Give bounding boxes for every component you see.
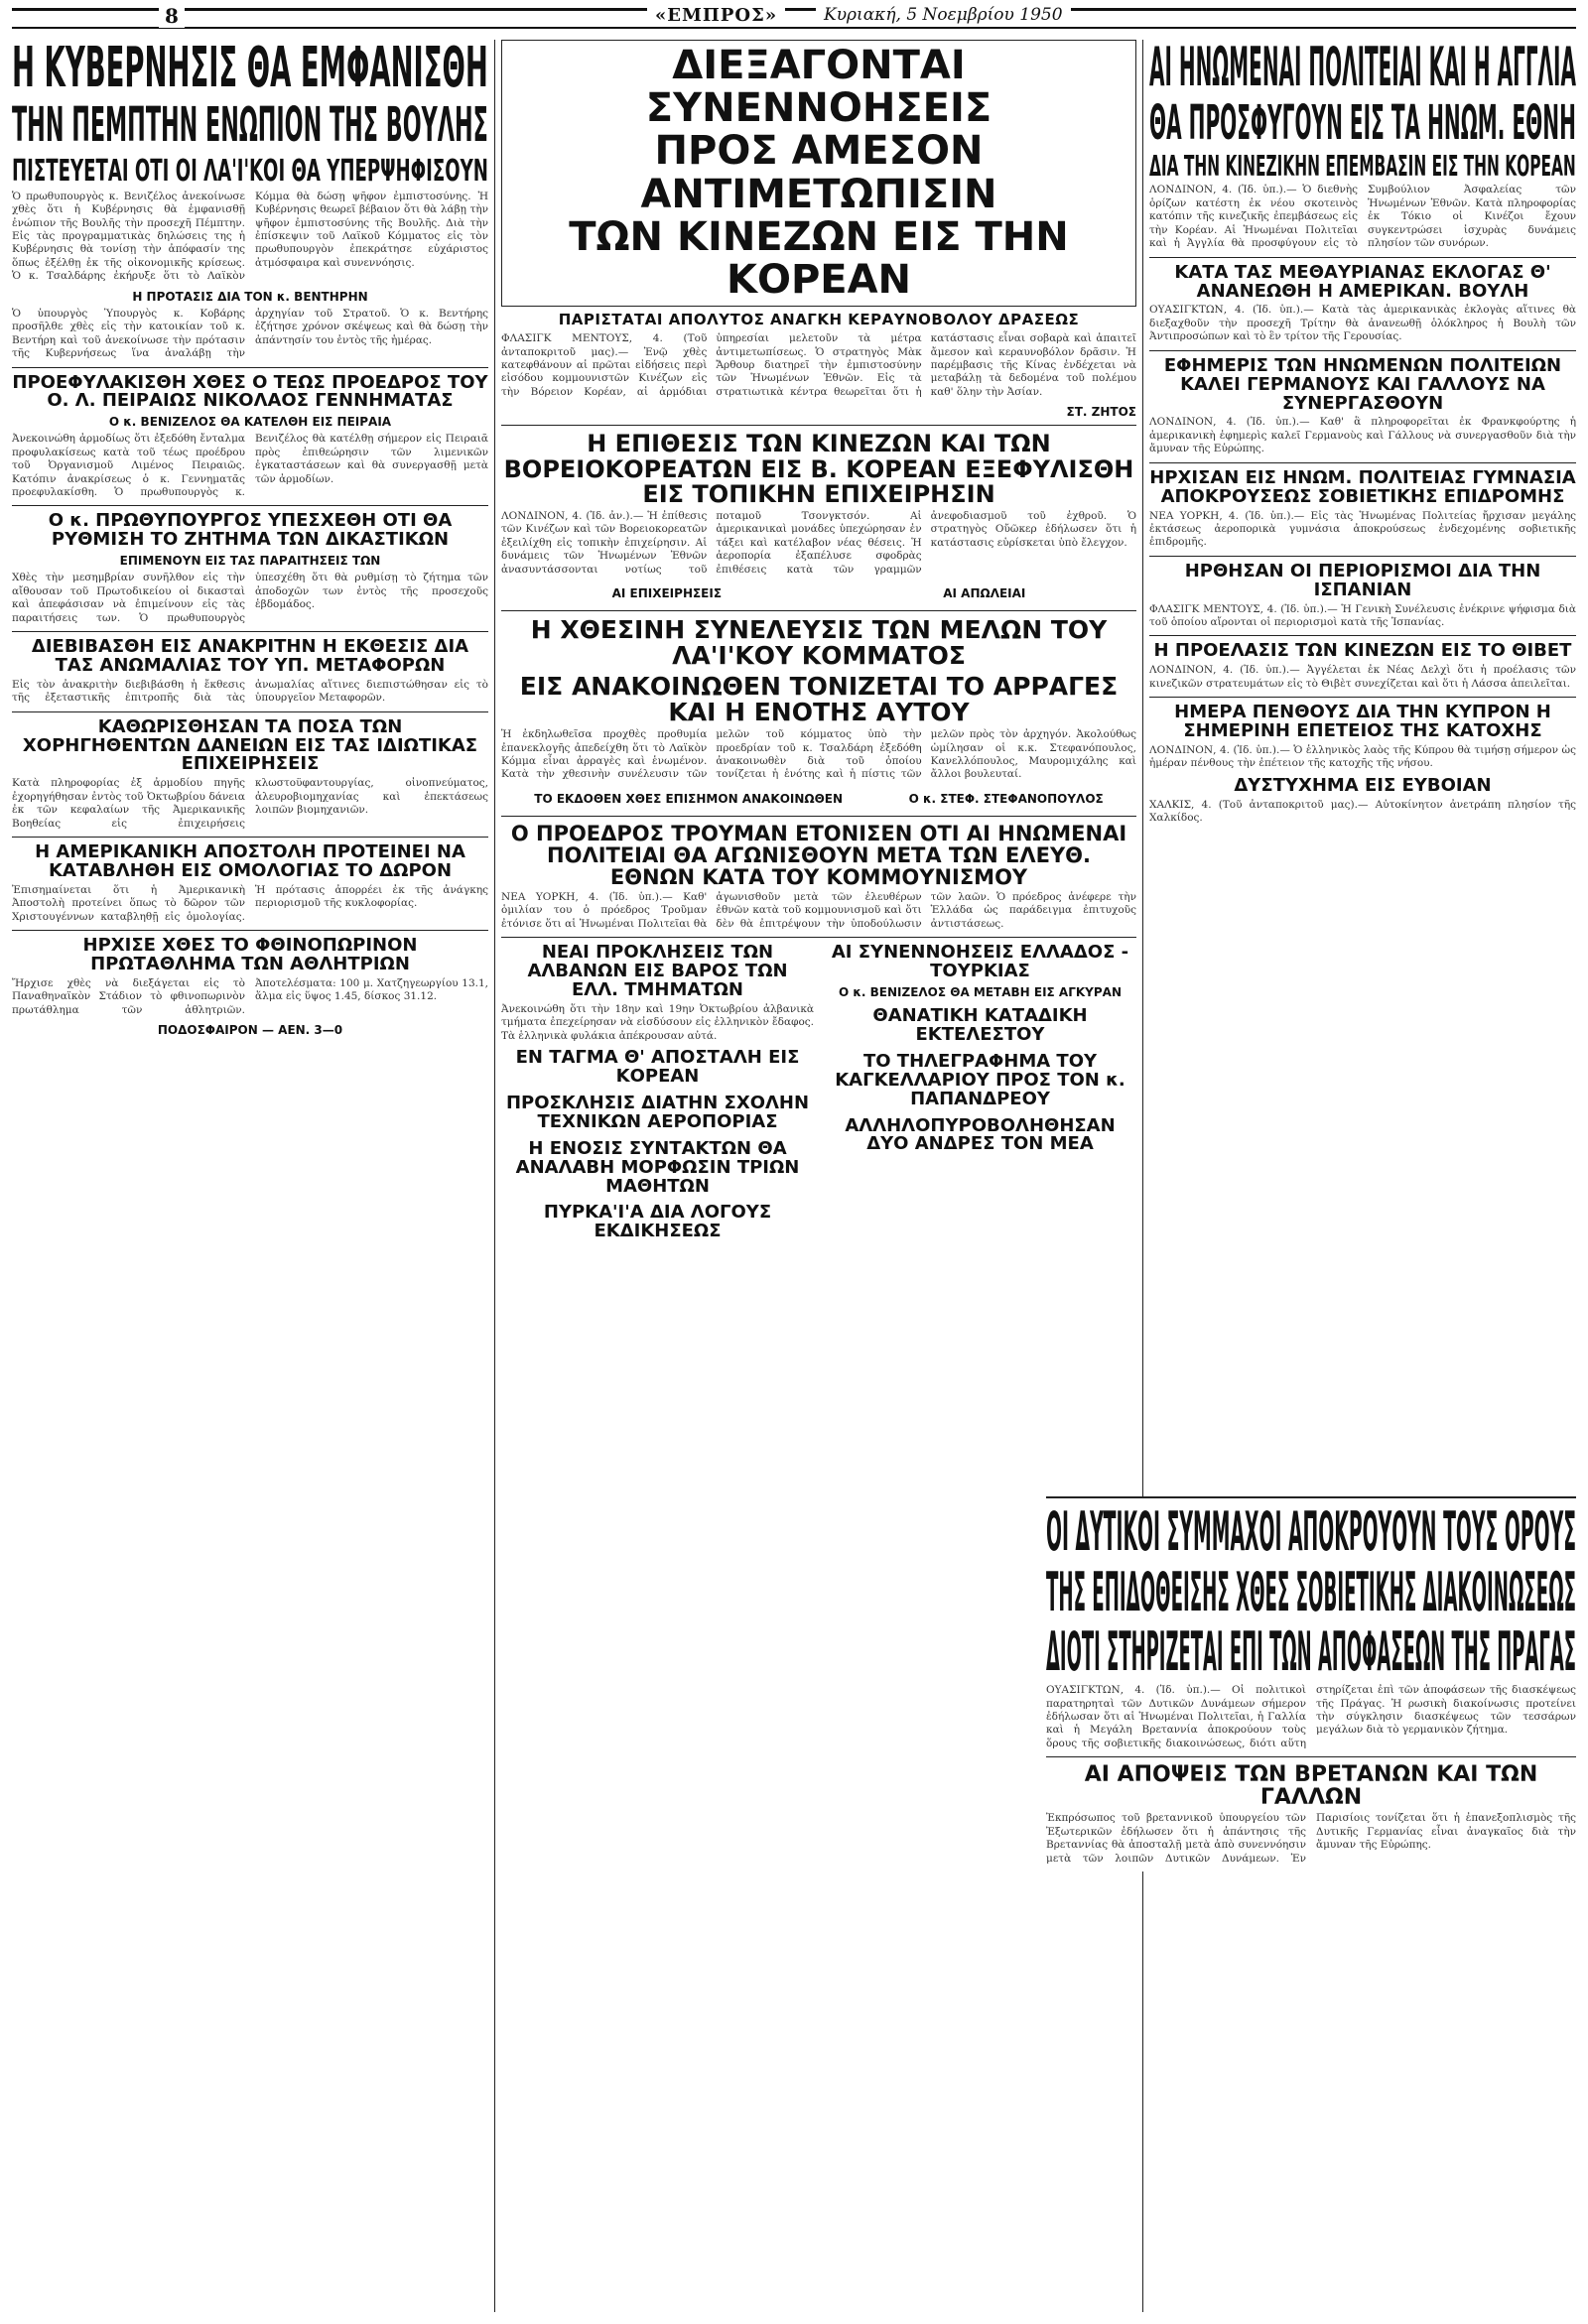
headline-government-line2: ΤΗΝ ΠΕΜΠΤΗΝ ΕΝΩΠΙΟΝ ΤΗΣ ΒΟΥΛΗΣ bbox=[12, 97, 488, 151]
article-judges: Χθὲς τὴν μεσημβρίαν συνῆλθον εἰς τὴν αἴθουσαν τοῦ Πρωτοδικείου οἱ δικασταὶ καὶ ἀπεφάσισαν νὰ ἐπιμείνουν εἰς τὰς παραιτήσεις των. Ὁ πρωθυπουργὸς ὑπεσχέθη ὅτι θὰ ρυθμίσῃ τὸ ζήτημα τῶν ἀποδοχῶν των ἐντὸς τῆς προσεχοῦς ἑβδομάδος. bbox=[12, 572, 488, 624]
divider bbox=[12, 505, 488, 506]
article-cyprus: ΛΟΝΔΙΝΟΝ, 4. (Ἰδ. ὑπ.).— Ὁ ἑλληνικὸς λαὸς τῆς Κύπρου θὰ τιμήσῃ σήμερον ὡς ἡμέραν πένθους τὴν ἐπέτειον τῆς κατοχῆς τῆς νήσου. bbox=[1149, 744, 1576, 770]
headline-government: Η ΚΥΒΕΡΝΗΣΙΣ ΘΑ ΕΜΦΑΝΙΣΘΗ bbox=[12, 40, 488, 98]
divider bbox=[12, 837, 488, 838]
headline-spain: ΗΡΘΗΣΑΝ ΟΙ ΠΕΡΙΟΡΙΣΜΟΙ ΔΙΑ ΤΗΝ ΙΣΠΑΝΙΑΝ bbox=[1184, 560, 1541, 600]
headline-albanians: ΝΕΑΙ ΠΡΟΚΛΗΣΕΙΣ ΤΩΝ ΑΛΒΑΝΩΝ ΕΙΣ ΒΑΡΟΣ ΤΩΝ ΕΛΛ. ΤΜΗΜΑΤΩΝ bbox=[527, 942, 788, 1001]
article-popular-party: Ἡ ἐκδηλωθεῖσα προχθὲς προθυμία ἐπανεκλογῆς ἀπεδείχθη ὅτι τὸ Λαϊκὸν Κόμμα εἶναι ἀρραγὲς καὶ ἑνωμένον. Κατὰ τὴν χθεσινὴν συνέλευσιν τῶν μελῶν τοῦ κόμματος ὑπὸ τὴν προεδρίαν τοῦ κ. Τσαλδάρη ἐξεδόθη ἀνακοινωθὲν διὰ τοῦ ὁποίου τονίζεται ἡ ἑνότης καὶ ἡ πίστις τῶν μελῶν πρὸς τὸν ἀρχηγόν. Ἀκολούθως ὡμίλησαν οἱ κ.κ. Στεφανόπουλος, Κανελλόπουλος, Μαυρομιχάλης καὶ ἄλλοι βουλευταί. bbox=[501, 728, 1136, 781]
divider bbox=[12, 631, 488, 632]
masthead bbox=[12, 6, 1576, 32]
divider bbox=[1149, 556, 1576, 557]
divider bbox=[12, 367, 488, 368]
column-rule bbox=[494, 40, 495, 2312]
headline-chancellor: ΤΟ ΤΗΛΕΓΡΑΦΗΜΑ ΤΟΥ ΚΑΓΚΕΛΛΑΡΙΟΥ ΠΡΟΣ ΤΟΝ κ. ΠΑΠΑΝΔΡΕΟΥ bbox=[835, 1050, 1125, 1109]
headline-western-allies: ΟΙ ΔΥΤΙΚΟΙ ΣΥΜΜΑΧΟΙ ΑΠΟΚΡΟΥΟΥΝ ΤΟΥΣ ΟΡΟΥΣ bbox=[1046, 1504, 1576, 1561]
headline-popular-party-line2: ΕΙΣ ΑΝΑΚΟΙΝΩΘΕΝ ΤΟΝΙΖΕΤΑΙ ΤΟ ΑΡΡΑΓΕΣ ΚΑΙ Η ΕΝΟΤΗΣ ΑΥΤΟΥ bbox=[519, 671, 1119, 726]
headline-cyprus: ΗΜΕΡΑ ΠΕΝΘΟΥΣ ΔΙΑ ΤΗΝ ΚΥΠΡΟΝ Η ΣΗΜΕΡΙΝΗ ΕΠΕΤΕΙΟΣ ΤΗΣ ΚΑΤΟΧΗΣ bbox=[1174, 702, 1551, 742]
column-left bbox=[12, 40, 488, 1041]
main-banner bbox=[501, 40, 1136, 307]
headline-popular-party: Η ΧΘΕΣΙΝΗ ΣΥΝΕΛΕΥΣΙΣ ΤΩΝ ΜΕΛΩΝ ΤΟΥ ΛΑ'Ι'ΚΟΥ ΚΟΜΜΑΤΟΣ bbox=[530, 615, 1108, 671]
headline-us-uk-line2: ΘΑ ΠΡΟΣΦΥΓΟΥΝ ΕΙΣ ΤΑ ΗΝΩΜ. ΕΘΝΗ bbox=[1149, 95, 1576, 149]
headline-arson: ΠΥΡΚΑ'Ι'Α ΔΙΑ ΛΟΓΟΥΣ ΕΚΔΙΚΗΣΕΩΣ bbox=[543, 1202, 772, 1242]
headline-gennimatas: ΠΡΟΕΦΥΛΑΚΙΣΘΗ ΧΘΕΣ Ο ΤΕΩΣ ΠΡΟΕΔΡΟΣ ΤΟΥ Ο. Λ. ΠΕΙΡΑΙΩΣ ΝΙΚΟΛΑΟΣ ΓΕΝΝΗΜΑΤΑΣ bbox=[12, 371, 488, 412]
article-ventiris: Ὁ ὑπουργὸς Ὑπουργὸς κ. Κοβάρης προσῆλθε χθὲς εἰς τὴν κατοικίαν τοῦ κ. Βεντήρη καὶ τοῦ ἀνεκοίνωσε τὴν πρότασιν τῆς Κυβερνήσεως ἵνα ἀναλάβῃ τὴν ἀρχηγίαν τοῦ Στρατοῦ. Ὁ κ. Βεντήρης ἐζήτησε χρόνον σκέψεως καὶ θὰ δώσῃ τὴν ἀπάντησίν του ἐντὸς τῆς ἡμέρας. bbox=[12, 307, 488, 360]
newspaper-name: «ΕΜΠΡΟΣ» bbox=[647, 5, 785, 26]
column-center bbox=[501, 40, 1136, 1241]
article-western-allies: ΟΥΑΣΙΓΚΤΩΝ, 4. (Ἰδ. ὑπ.).— Οἱ πολιτικοὶ παρατηρηταὶ τῶν Δυτικῶν Δυνάμεων σήμερον ἐδήλωσαν ὅτι αἱ Ἡνωμέναι Πολιτεῖαι, ἡ Γαλλία καὶ ἡ Μεγάλη Βρεταννία ἀποκρούουν τοὺς ὅρους τῆς σοβιετικῆς διακοινώσεως, διότι αὕτη στηρίζεται ἐπὶ τῶν ἀποφάσεων τῆς διασκέψεως τῆς Πράγας. Ἡ ρωσικὴ διακοίνωσις προτείνει τὴν σύγκλησιν διασκέψεως τῶν τεσσάρων μεγάλων διὰ τὸ γερμανικὸν ζήτημα. bbox=[1046, 1684, 1576, 1749]
divider bbox=[501, 425, 1136, 426]
page-number: 8 bbox=[159, 4, 185, 28]
headline-greece-turkey: ΑΙ ΣΥΝΕΝΝΟΗΣΕΙΣ ΕΛΛΑΔΟΣ - ΤΟΥΡΚΙΑΣ bbox=[831, 942, 1129, 982]
headline-truman: Ο ΠΡΟΕΔΡΟΣ ΤΡΟΥΜΑΝ ΕΤΟΝΙΣΕΝ ΟΤΙ ΑΙ ΗΝΩΜΕΝΑΙ ΠΟΛΙΤΕΙΑΙ ΘΑ ΑΓΩΝΙΣΘΟΥΝ ΜΕΤΑ ΤΩΝ ΕΛΕΥΘ. ΕΘΝΩΝ ΚΑΤΑ ΤΟΥ ΚΟΜΜΟΥΝΙΣΜΟΥ bbox=[510, 821, 1127, 889]
subhead-ventiris: Η ΠΡΟΤΑΣΙΣ ΔΙΑ ΤΟΝ κ. ΒΕΝΤΗΡΗΝ bbox=[132, 289, 368, 304]
headline-death-sentence: ΘΑΝΑΤΙΚΗ ΚΑΤΑΔΙΚΗ ΕΚΤΕΛΕΣΤΟΥ bbox=[872, 1005, 1088, 1045]
article-athletics: Ἤρχισε χθὲς νὰ διεξάγεται εἰς τὸ Παναθηναϊκὸν Στάδιον τὸ φθινοπωρινὸν πρωτάθλημα τῶν ἀθλητριῶν. Ἀποτελέσματα: 100 μ. Χατζηγεωργίου 13.1, ἅλμα εἰς ὕψος 1.45, δίσκος 31.12. bbox=[12, 976, 488, 1016]
article-spain: ΦΛΑΣΙΓΚ ΜΕΝΤΟΥΣ, 4. (Ἰδ. ὑπ.).— Ἡ Γενικὴ Συνέλευσις ἐνέκρινε ψήφισμα διὰ τοῦ ὁποίου αἴρονται οἱ περιορισμοὶ κατὰ τῆς Ἱσπανίας. bbox=[1149, 602, 1576, 629]
masthead-rule-top bbox=[12, 8, 1576, 11]
headline-us-uk-sub: ΔΙΑ ΤΗΝ ΚΙΝΕΖΙΚΗΝ ΕΠΕΜΒΑΣΙΝ ΕΙΣ ΤΗΝ ΚΟΡΕΑΝ bbox=[1149, 150, 1576, 182]
article-us-elections: ΟΥΑΣΙΓΚΤΩΝ, 4. (Ἰδ. ὑπ.).— Κατὰ τὰς ἀμερικανικὰς ἐκλογὰς αἵτινες θὰ διεξαχθοῦν τὴν προσεχῆ Τρίτην θὰ ἀνανεωθῇ ὁλόκληρος ἡ Βουλὴ τῶν Ἀντιπροσώπων καὶ τὸ ἓν τρίτον τῆς Γερουσίας. bbox=[1149, 304, 1576, 343]
masthead-rule-bottom bbox=[12, 27, 1576, 29]
main-headline-line1: ΔΙΕΞΑΓΟΝΤΑΙ ΣΥΝΕΝΝΟΗΣΕΙΣ bbox=[645, 43, 992, 132]
divider bbox=[1149, 257, 1576, 258]
bottom-banner-block bbox=[1046, 1496, 1576, 1872]
article-german-french: ΛΟΝΔΙΝΟΝ, 4. (Ἰδ. ὑπ.).— Καθ' ἃ πληροφορεῖται ἐκ Φρανκφούρτης ἡ ἀμερικανικὴ ἐφημερὶς καλεῖ Γερμανοὺς καὶ Γάλλους νὰ συνεργασθοῦν διὰ τὴν ἄμυναν τῆς Εὐρώπης. bbox=[1149, 416, 1576, 455]
main-headline-line3: ΤΩΝ ΚΙΝΕΖΩΝ ΕΙΣ ΤΗΝ ΚΟΡΕΑΝ bbox=[569, 213, 1069, 303]
subhead-operations: ΑΙ ΕΠΙΧΕΙΡΗΣΕΙΣ bbox=[611, 586, 723, 601]
center-lower-grid bbox=[501, 944, 1136, 1241]
headline-loans: ΚΑΘΩΡΙΣΘΗΣΑΝ ΤΑ ΠΟΣΑ ΤΩΝ ΧΟΡΗΓΗΘΕΝΤΩΝ ΔΑΝΕΙΩΝ ΕΙΣ ΤΑΣ ΙΔΙΩΤΙΚΑΣ ΕΠΙΧΕΙΡΗΣΕΙΣ bbox=[22, 715, 478, 775]
headline-athletics: ΗΡΧΙΣΕ ΧΘΕΣ ΤΟ ΦΘΙΝΟΠΩΡΙΝΟΝ ΠΡΩΤΑΘΛΗΜΑ ΤΩΝ ΑΘΛΗΤΡΙΩΝ bbox=[82, 935, 418, 975]
divider bbox=[1149, 635, 1576, 636]
main-headline-line2: ΠΡΟΣ ΑΜΕΣΟΝ ΑΝΤΙΜΕΤΩΠΙΣΙΝ bbox=[640, 128, 997, 217]
divider bbox=[501, 816, 1136, 817]
article-truman: ΝΕΑ ΥΟΡΚΗ, 4. (Ἰδ. ὑπ.).— Καθ' ὁμιλίαν του ὁ πρόεδρος Τροῦμαν ἐτόνισε ὅτι αἱ Ἡνωμέναι Πολιτεῖαι θὰ ἀγωνισθοῦν μετὰ τῶν ἐλευθέρων ἐθνῶν κατὰ τοῦ κομμουνισμοῦ καὶ ὅτι δὲν θὰ ἐπιτρέψουν τὴν ὑποδούλωσιν τῶν λαῶν. Ὁ πρόεδρος ἀνέφερε τὴν Ἑλλάδα ὡς παράδειγμα ἐπιτυχοῦς ἀντιστάσεως. bbox=[501, 890, 1136, 930]
headline-shooting: ΑΛΛΗΛΟΠΥΡΟΒΟΛΗΘΗΣΑΝ ΔΥΟ ΑΝΔΡΕΣ ΤΟΝ ΜΕΑ bbox=[845, 1114, 1116, 1155]
headline-us-elections: ΚΑΤΑ ΤΑΣ ΜΕΘΑΥΡΙΑΝΑΣ ΕΚΛΟΓΑΣ Θ' ΑΝΑΝΕΩΘΗ Η ΑΜΕΡΙΚΑΝ. ΒΟΥΛΗ bbox=[1174, 261, 1551, 302]
headline-judges: Ο κ. ΠΡΩΘΥΠΟΥΡΓΟΣ ΥΠΕΣΧΕΘΗ ΟΤΙ ΘΑ ΡΥΘΜΙΣΗ ΤΟ ΖΗΤΗΜΑ ΤΩΝ ΔΙΚΑΣΤΙΚΩΝ bbox=[48, 510, 453, 551]
subhead-resignations: ΕΠΙΜΕΝΟΥΝ ΕΙΣ ΤΑΣ ΠΑΡΑΙΤΗΣΕΙΣ ΤΩΝ bbox=[119, 554, 381, 569]
article-gennimatas: Ἀνεκοινώθη ἀρμοδίως ὅτι ἐξεδόθη ἔνταλμα προφυλακίσεως κατὰ τοῦ τέως προέδρου τοῦ Ὀργανισμοῦ Λιμένος Πειραιῶς. Κατόπιν ἀνακρίσεως ὁ κ. Γεννηματᾶς προεφυλακίσθη. Ὁ πρωθυπουργὸς κ. Βενιζέλος θὰ κατέλθῃ σήμερον εἰς Πειραιᾶ πρὸς ἐπιθεώρησιν τῶν λιμενικῶν ἐγκαταστάσεων καὶ θὰ συνεργασθῇ μετὰ τῶν ἀρμοδίων. bbox=[12, 433, 488, 499]
subhead-ankara: Ο κ. ΒΕΝΙΖΕΛΟΣ ΘΑ ΜΕΤΑΒΗ ΕΙΣ ΑΓΚΥΡΑΝ bbox=[839, 985, 1122, 1000]
article-albanians: Ἀνεκοινώθη ὅτι τὴν 18ην καὶ 19ην Ὀκτωβρίου ἀλβανικὰ τμήματα ἐπεχείρησαν νὰ εἰσδύσουν εἰς ἑλληνικὸν ἔδαφος. Τὰ ἑλληνικὰ φυλάκια ἀπέκρουσαν αὐτά. bbox=[501, 1002, 814, 1042]
article-korea-lead: ΦΛΑΣΙΓΚ ΜΕΝΤΟΥΣ, 4. (Τοῦ ἀνταποκριτοῦ μας).— Ἐνῷ χθὲς κατεφθάνουν αἱ πρῶται εἰδήσεις περὶ εἰσόδου κομμουνιστῶν Κινέζων εἰς τὴν Βόρειον Κορέαν, αἱ ἀρμόδιαι ὑπηρεσίαι μελετοῦν τὰ μέτρα ἀντιμετωπίσεως. Ὁ στρατηγὸς Μὰκ Ἄρθουρ διατηρεῖ τὴν ἐμπιστοσύνην τῶν Ἡνωμένων Ἐθνῶν. Εἰς τὰ στρατιωτικὰ κέντρα θεωρεῖται ὅτι ἡ κατάστασις εἶναι σοβαρὰ καὶ ἀπαιτεῖ ἄμεσον καὶ κεραυνοβόλον δρᾶσιν. Ἡ παρέμβασις τῆς Κίνας ἐνδέχεται νὰ μεταβάλῃ τὰ δεδομένα τοῦ πολέμου καθ' ὅλην τὴν Ἀσίαν. bbox=[501, 332, 1136, 398]
article-chinese-attack: ΛΟΝΔΙΝΟΝ, 4. (Ἰδ. ἀν.).— Ἡ ἐπίθεσις τῶν Κινέζων καὶ τῶν Βορειοκορεατῶν ἐξειλίχθη εἰς τοπικὴν ἐπιχείρησιν. Αἱ δυνάμεις τῶν Ἡνωμένων Ἐθνῶν ἀνασυντάσσονται νοτίως τοῦ ποταμοῦ Τσονγκτσόν. Αἱ ἀμερικανικαὶ μονάδες ὑπεχώρησαν ἐν τάξει καὶ κατέλαβον νέας θέσεις. Ἡ ἀεροπορία ἐξαπέλυσε σφοδρὰς ἐπιθέσεις κατὰ τῶν γραμμῶν ἀνεφοδιασμοῦ τοῦ ἐχθροῦ. Ὁ στρατηγὸς Οὔῶκερ ἐδήλωσεν ὅτι ἡ κατάστασις εὑρίσκεται ὑπὸ ἔλεγχον. bbox=[501, 509, 1136, 576]
headline-battalion: ΕΝ ΤΑΓΜΑ Θ' ΑΠΟΣΤΑΛΗ ΕΙΣ ΚΟΡΕΑΝ bbox=[515, 1047, 800, 1088]
divider bbox=[1149, 350, 1576, 351]
subhead-football: ΠΟΔΟΣΦΑΙΡΟΝ — ΑΕΝ. 3—0 bbox=[157, 1023, 343, 1038]
divider bbox=[501, 610, 1136, 611]
column-rule bbox=[1142, 40, 1143, 2312]
issue-date: Κυριακή, 5 Νοεμβρίου 1950 bbox=[816, 5, 1071, 25]
headline-transport: ΔΙΕΒΙΒΑΣΘΗ ΕΙΣ ΑΝΑΚΡΙΤΗΝ Η ΕΚΘΕΣΙΣ ΔΙΑ ΤΑΣ ΑΝΩΜΑΛΙΑΣ ΤΟΥ ΥΠ. ΜΕΤΑΦΟΡΩΝ bbox=[31, 636, 469, 676]
article-us-uk: ΛΟΝΔΙΝΟΝ, 4. (Ἰδ. ὑπ.).— Ὁ διεθνὴς ὁρίζων κατέστη ἐκ νέου σκοτεινὸς κατόπιν τῆς κινεζικῆς ἐπεμβάσεως εἰς τὴν Κορέαν. Αἱ Ἡνωμέναι Πολιτεῖαι καὶ ἡ Ἀγγλία θὰ προσφύγουν εἰς τὸ Συμβούλιον Ἀσφαλείας τῶν Ἡνωμένων Ἐθνῶν. Κατὰ πληροφορίας ἐκ Τόκιο οἱ Κινέζοι ἔχουν συγκεντρώσει ἰσχυρὰς δυνάμεις πλησίον τῶν συνόρων. bbox=[1149, 184, 1576, 250]
column-right bbox=[1149, 40, 1576, 832]
subhead-stefanopoulos: Ο κ. ΣΤΕΦ. ΣΤΕΦΑΝΟΠΟΥΛΟΣ bbox=[908, 791, 1104, 806]
headline-editors-union: Η ΕΝΟΣΙΣ ΣΥΝΤΑΚΤΩΝ ΘΑ ΑΝΑΛΑΒΗ ΜΟΡΦΩΣΙΝ ΤΡΙΩΝ ΜΑΘΗΤΩΝ bbox=[515, 1137, 800, 1197]
headline-government-sub: ΠΙΣΤΕΥΕΤΑΙ ΟΤΙ ΟΙ ΛΑ'Ι'ΚΟΙ ΘΑ ΥΠΕΡΨΗΦΙΣΟΥΝ bbox=[12, 154, 488, 188]
headline-us-uk: ΑΙ ΗΝΩΜΕΝΑΙ ΠΟΛΙΤΕΙΑΙ ΚΑΙ Η ΑΓΓΛΙΑ bbox=[1149, 40, 1576, 96]
headline-evia-accident: ΔΥΣΤΥΧΗΜΑ ΕΙΣ ΕΥΒΟΙΑΝ bbox=[1234, 774, 1492, 796]
divider bbox=[12, 711, 488, 712]
article-government: Ὁ πρωθυπουργὸς κ. Βενιζέλος ἀνεκοίνωσε χθὲς ὅτι ἡ Κυβέρνησις θὰ ἐμφανισθῇ ἐνώπιον τῆς Βουλῆς τὴν προσεχῆ Πέμπτην. Εἰς τὰς προγραμματικὰς δηλώσεις της ἡ Κυβέρνησις θὰ τονίσῃ τὴν ἀπόφασίν της ὅπως ἐξέλθῃ ἐκ τῆς οἰκονομικῆς κρίσεως. Ὁ κ. Τσαλδάρης ἐκήρυξε ὅτι τὸ Λαϊκὸν Κόμμα θὰ δώσῃ ψῆφον ἐμπιστοσύνης. Ἡ Κυβέρνησις θεωρεῖ βέβαιον ὅτι θὰ λάβῃ τὴν ψῆφον ἐμπιστοσύνης τῆς Βουλῆς. Διὰ τὴν ἐπίσκεψιν τοῦ Λαϊκοῦ Κόμματος εἰς τὸν πρωθυπουργὸν ἐπεκράτησε εὐχάριστος ἀτμόσφαιρα καὶ συνεννόησις. bbox=[12, 190, 488, 283]
article-signature: ΣΤ. ΖΗΤΟΣ bbox=[1066, 405, 1136, 420]
headline-air-school: ΠΡΟΣΚΛΗΣΙΣ ΔΙΑΤΗΝ ΣΧΟΛΗΝ ΤΕΧΝΙΚΩΝ ΑΕΡΟΠΟΡΙΑΣ bbox=[505, 1093, 810, 1132]
article-tibet: ΛΟΝΔΙΝΟΝ, 4. (Ἰδ. ὑπ.).— Ἀγγέλεται ἐκ Νέας Δελχὶ ὅτι ἡ προέλασις τῶν κινεζικῶν στρατευμάτων εἰς τὸ Θιβὲτ συνεχίζεται καὶ ὅτι ἡ Λάσσα ἀπειλεῖται. bbox=[1149, 664, 1576, 690]
divider bbox=[1149, 697, 1576, 698]
headline-british-french: ΑΙ ΑΠΟΨΕΙΣ ΤΩΝ ΒΡΕΤΑΝΩΝ ΚΑΙ ΤΩΝ ΓΑΛΛΩΝ bbox=[1084, 1762, 1538, 1811]
divider bbox=[501, 937, 1136, 938]
headline-western-allies-line2: ΤΗΣ ΕΠΙΔΟΘΕΙΣΗΣ ΧΘΕΣ ΣΟΒΙΕΤΙΚΗΣ ΔΙΑΚΟΙΝΩΣΕΩΣ bbox=[1046, 1560, 1576, 1621]
article-loans: Κατὰ πληροφορίας ἐξ ἀρμοδίου πηγῆς ἐχορηγήθησαν ἐντὸς τοῦ Ὀκτωβρίου δάνεια ἐκ τῶν κεφαλαίων τῆς Ἀμερικανικῆς Βοηθείας εἰς ἐπιχειρήσεις κλωστοϋφαντουργίας, οἰνοπνεύματος, ἀλευροβιομηχανίας καὶ ἐπεκτάσεως λοιπῶν βιομηχανιῶν. bbox=[12, 777, 488, 830]
divider bbox=[1149, 462, 1576, 463]
headline-german-french: ΕΦΗΜΕΡΙΣ ΤΩΝ ΗΝΩΜΕΝΩΝ ΠΟΛΙΤΕΙΩΝ ΚΑΛΕΙ ΓΕΡΜΑΝΟΥΣ ΚΑΙ ΓΑΛΛΟΥΣ ΝΑ ΣΥΝΕΡΓΑΣΘΟΥΝ bbox=[1163, 354, 1562, 414]
article-evia-accident: ΧΑΛΚΙΣ, 4. (Τοῦ ἀνταποκριτοῦ μας).— Αὐτοκίνητον ἀνετράπη πλησίον τῆς Χαλκίδος. bbox=[1149, 798, 1576, 825]
divider bbox=[1046, 1756, 1576, 1757]
subhead-announcement: ΤΟ ΕΚΔΟΘΕΝ ΧΘΕΣ ΕΠΙΣΗΜΟΝ ΑΝΑΚΟΙΝΩΘΕΝ bbox=[534, 791, 844, 806]
article-transport: Εἰς τὸν ἀνακριτὴν διεβιβάσθη ἡ ἔκθεσις τῆς ἐξεταστικῆς ἐπιτροπῆς διὰ τὰς ἀνωμαλίας αἵτινες διεπιστώθησαν εἰς τὸ ὑπουργεῖον Μεταφορῶν. bbox=[12, 678, 488, 705]
article-british-french: Ἐκπρόσωπος τοῦ βρεταννικοῦ ὑπουργείου τῶν Ἐξωτερικῶν ἐδήλωσεν ὅτι ἡ ἀπάντησις τῆς Βρεταννίας θὰ ἀποσταλῇ μετὰ ἀπὸ συνεννόησιν μετὰ τῶν λοιπῶν Δυτικῶν Δυνάμεων. Ἐν Παρισίοις τονίζεται ὅτι ἡ ἐπανεξοπλισμὸς τῆς Δυτικῆς Γερμανίας εἶναι ἀναγκαῖος διὰ τὴν ἄμυναν τῆς Εὐρώπης. bbox=[1046, 1812, 1576, 1865]
headline-air-drills: ΗΡΧΙΣΑΝ ΕΙΣ ΗΝΩΜ. ΠΟΛΙΤΕΙΑΣ ΓΥΜΝΑΣΙΑ ΑΠΟΚΡΟΥΣΕΩΣ ΣΟΒΙΕΤΙΚΗΣ ΕΠΙΔΡΟΜΗΣ bbox=[1149, 466, 1576, 507]
subhead-losses: ΑΙ ΑΠΩΛΕΙΑΙ bbox=[943, 586, 1026, 601]
main-deck: ΠΑΡΙΣΤΑΤΑΙ ΑΠΟΛΥΤΟΣ ΑΝΑΓΚΗ ΚΕΡΑΥΝΟΒΟΛΟΥ ΔΡΑΣΕΩΣ bbox=[558, 311, 1080, 329]
article-air-drills: ΝΕΑ ΥΟΡΚΗ, 4. (Ἰδ. ὑπ.).— Εἰς τὰς Ἡνωμένας Πολιτείας ἤρχισαν μεγάλης ἐκτάσεως ἀεροπορικὰ γυμνάσια ἀποκρούσεως ἐνδεχομένης σοβιετικῆς ἐπιδρομῆς. bbox=[1149, 509, 1576, 549]
headline-western-allies-line3: ΔΙΟΤΙ ΣΤΗΡΙΖΕΤΑΙ ΕΠΙ ΤΩΝ ΑΠΟΦΑΣΕΩΝ ΤΗΣ ΠΡΑΓΑΣ bbox=[1046, 1620, 1576, 1682]
subhead-piraeus: Ο κ. ΒΕΝΙΖΕΛΟΣ ΘΑ ΚΑΤΕΛΘΗ ΕΙΣ ΠΕΙΡΑΙΑ bbox=[108, 415, 392, 430]
headline-chinese-attack: Η ΕΠΙΘΕΣΙΣ ΤΩΝ ΚΙΝΕΖΩΝ ΚΑΙ ΤΩΝ ΒΟΡΕΙΟΚΟΡΕΑΤΩΝ ΕΙΣ Β. ΚΟΡΕΑΝ ΕΞΕΦΥΛΙΣΘΗ ΕΙΣ ΤΟΠΙΚΗΝ ΕΠΙΧΕΙΡΗΣΙΝ bbox=[503, 430, 1134, 508]
headline-tibet: Η ΠΡΟΕΛΑΣΙΣ ΤΩΝ ΚΙΝΕΖΩΝ ΕΙΣ ΤΟ ΘΙΒΕΤ bbox=[1153, 640, 1572, 662]
headline-american-mission: Η ΑΜΕΡΙΚΑΝΙΚΗ ΑΠΟΣΤΟΛΗ ΠΡΟΤΕΙΝΕΙ ΝΑ ΚΑΤΑΒΛΗΘΗ ΕΙΣ ΟΜΟΛΟΓΙΑΣ ΤΟ ΔΩΡΟΝ bbox=[35, 841, 465, 881]
article-american-mission: Ἐπισημαίνεται ὅτι ἡ Ἀμερικανικὴ Ἀποστολὴ προτείνει ὅπως τὸ δῶρον τῶν Χριστουγέννων καταβληθῇ εἰς ὁμολογίας. Ἡ πρότασις ἀπορρέει ἐκ τῆς ἀνάγκης περιορισμοῦ τῆς κυκλοφορίας. bbox=[12, 883, 488, 923]
divider bbox=[12, 930, 488, 931]
